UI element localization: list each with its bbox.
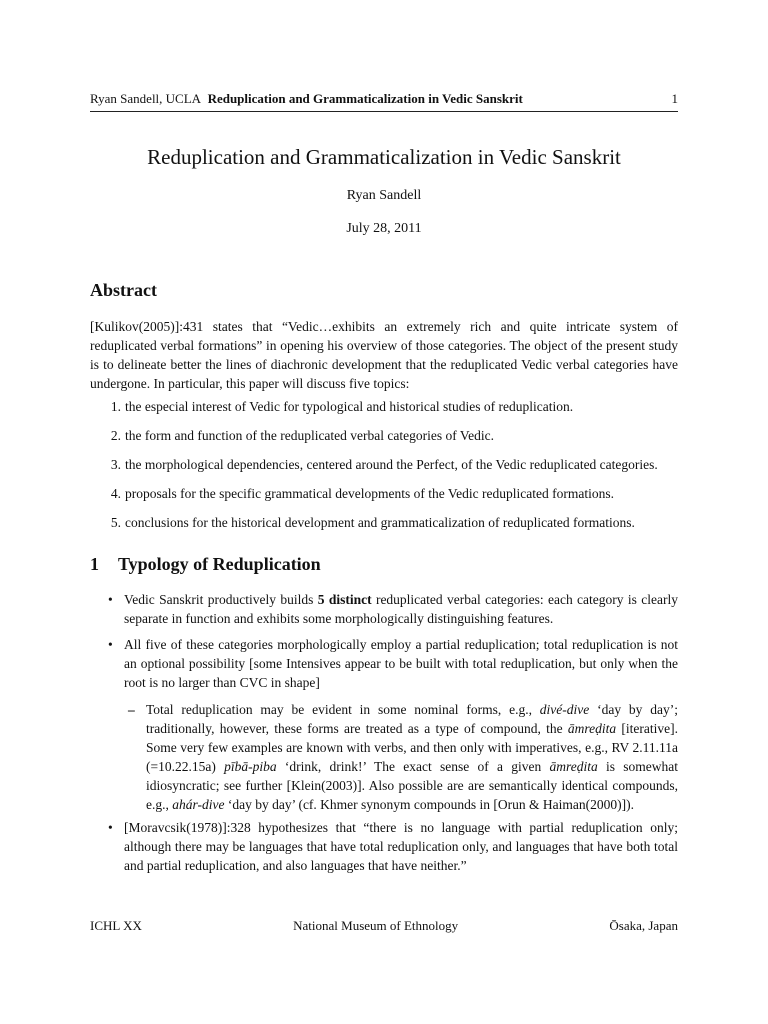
header-running-title: Reduplication and Grammaticalization in Vedic Sanskrit <box>207 91 523 106</box>
bullet-icon: • <box>108 820 113 835</box>
section-number: 1 <box>90 554 99 574</box>
running-header <box>90 90 678 108</box>
page-footer <box>90 918 678 934</box>
list-item-number: 4. <box>110 486 121 501</box>
italic-term: āmreḍita <box>567 721 617 736</box>
bullet-icon: • <box>108 592 113 607</box>
list-item-number: 2. <box>110 428 121 443</box>
sub-bullet-text <box>146 700 678 814</box>
bullet-text <box>124 590 678 628</box>
abstract-paragraph: [Kulikov(2005)]:431 states that “Vedic…exhibits an extremely rich and quite intricate system of reduplicated verbal formations” in opening his overview of those categories. The object of the present study is to delineate better the lines of diachronic development that the reduplicated Vedic verbal categories have undergone. In particular, this paper will discuss five topics: <box>90 319 678 391</box>
list-item-number: 1. <box>110 399 121 414</box>
italic-term: pībā-piba <box>224 759 277 774</box>
list-item-text: conclusions for the historical development and grammaticalization of reduplicated formations. <box>125 515 635 530</box>
list-item-text: the especial interest of Vedic for typological and historical studies of reduplication. <box>125 399 574 414</box>
bullet-icon: • <box>108 637 113 652</box>
list-item-text: the morphological dependencies, centered around the Perfect, of the Vedic reduplicated categories. <box>125 457 658 472</box>
bullet-text: All five of these categories morphologically employ a partial reduplication; total reduplication is not an optional possibility [some Intensives appear to be built with total reduplication, but only when the root is no larger than CVC in shape] <box>124 637 678 690</box>
text-part: Total reduplication may be evident in some nominal forms, e.g., <box>146 702 540 717</box>
list-item-number: 5. <box>110 515 121 530</box>
header-author-affil: Ryan Sandell, UCLA <box>90 91 202 106</box>
bullet-bold-text: 5 distinct <box>317 592 372 607</box>
list-item-text: the form and function of the reduplicated verbal categories of Vedic. <box>125 428 494 443</box>
section-title: Typology of Reduplication <box>118 554 321 574</box>
footer-right: Ōsaka, Japan <box>609 918 678 933</box>
list-item-text: proposals for the specific grammatical developments of the Vedic reduplicated formations. <box>125 486 614 501</box>
paper-author: Ryan Sandell <box>346 188 422 203</box>
text-part: [iterative]. Some very few examples are known with verbs, and then only with imperatives, e.g., RV 2.11.11a (=10.22.15a) <box>146 721 678 774</box>
bullet-text-part: reduplicated verbal categories: each category is clearly separate in function and exhibits some morphologically distinguishing features. <box>124 592 678 626</box>
list-item-number: 3. <box>110 457 121 472</box>
paper-title: Reduplication and Grammaticalization in Vedic Sanskrit <box>147 145 621 169</box>
text-part: ‘drink, drink!’ The exact sense of a given <box>276 759 550 774</box>
paper-date: July 28, 2011 <box>346 221 422 236</box>
text-part: ‘day by day’ (cf. Khmer synonym compounds in [Orun & Haiman(2000)]). <box>224 797 634 812</box>
footer-center: National Museum of Ethnology <box>293 918 459 933</box>
bullet-text: [Moravcsik(1978)]:328 hypothesizes that “there is no language with partial reduplication only; although there may be languages that have total reduplication only, and languages that have both total and partial reduplication, and also languages that have neither.” <box>124 820 678 873</box>
text-part: ‘day by day’; traditionally, however, these forms are treated as a type of compound, the <box>146 702 678 736</box>
italic-term: ahár-dive <box>172 797 225 812</box>
bullet-text-part: Vedic Sanskrit productively builds <box>124 592 318 607</box>
italic-term: divé-dive <box>539 702 590 717</box>
italic-term: āmreḍita <box>549 759 598 774</box>
dash-icon: – <box>128 702 135 717</box>
header-left <box>90 90 523 108</box>
footer-left: ICHL XX <box>90 918 142 933</box>
header-rule <box>90 111 678 112</box>
header-page-number: 1 <box>671 91 678 106</box>
text-part: is somewhat idiosyncratic; see further [Klein(2003)]. Also possible are are semantically identical compounds, e.g., <box>146 759 678 812</box>
abstract-heading: Abstract <box>90 280 157 300</box>
section-heading <box>90 554 321 575</box>
